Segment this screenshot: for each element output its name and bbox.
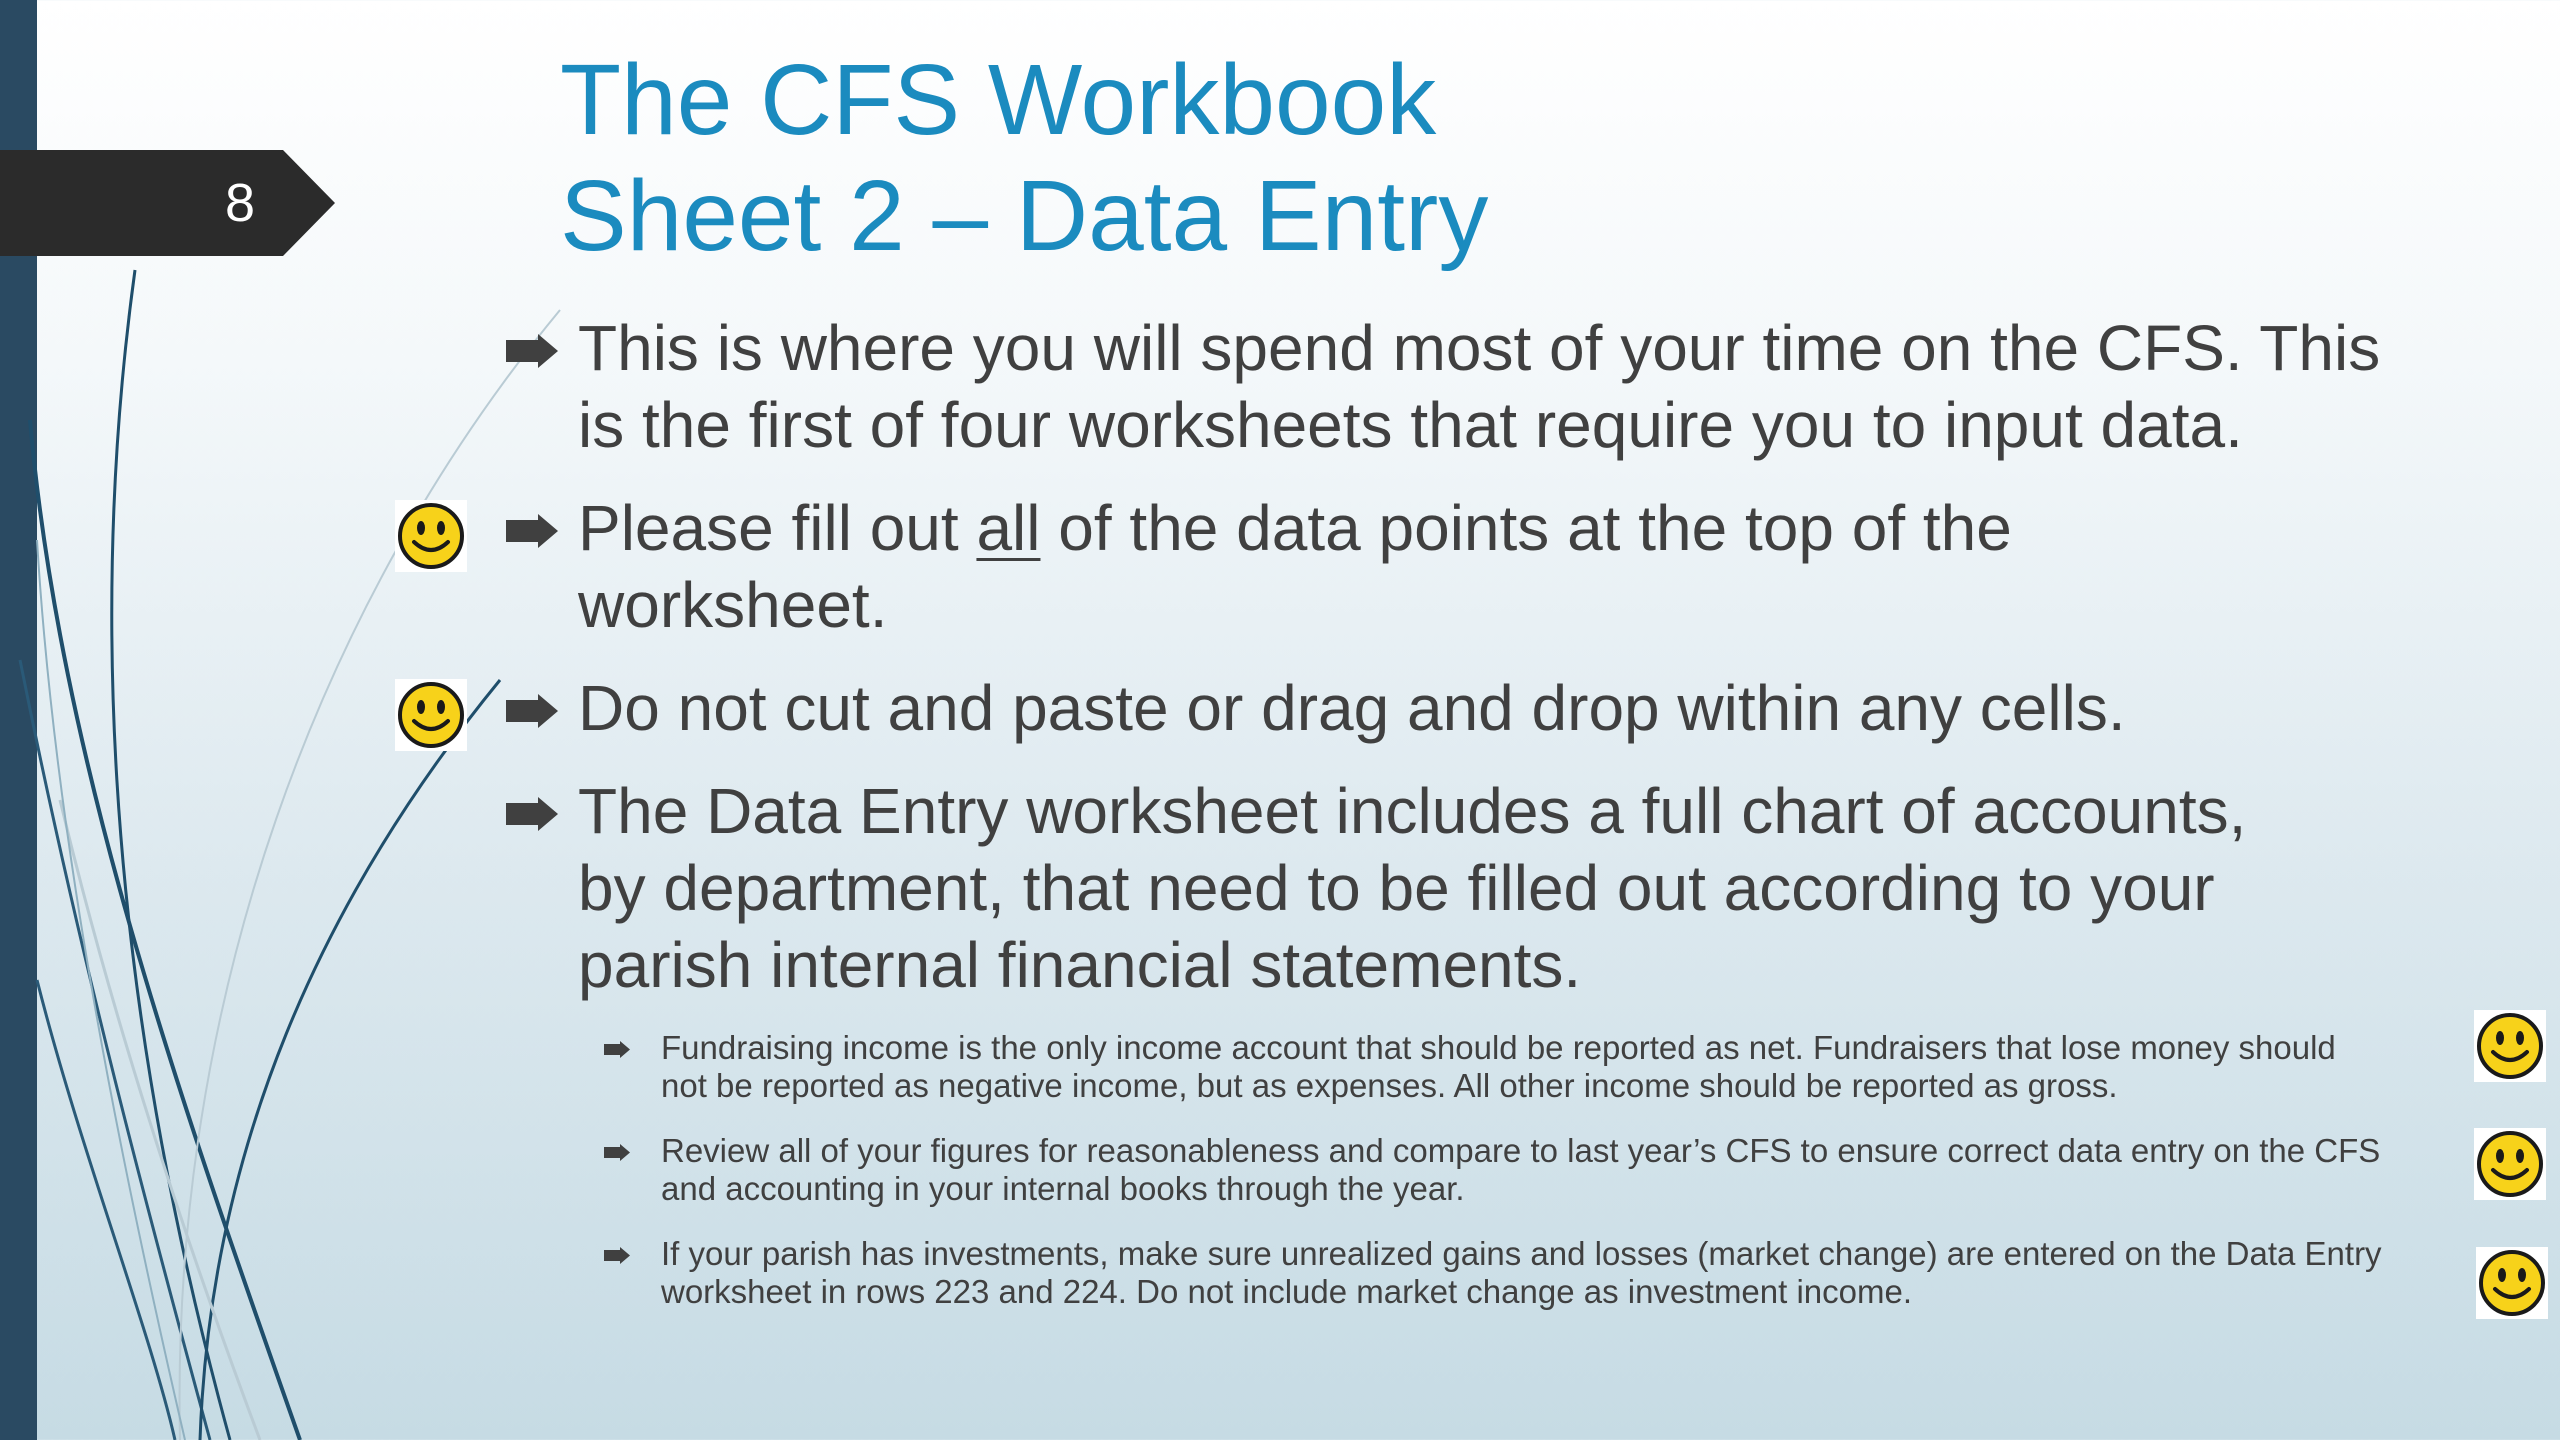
slide-number: 8	[224, 173, 256, 233]
bullet-line: is the first of four worksheets that require you to input data.	[578, 389, 2243, 461]
bullet-line: The Data Entry worksheet includes a full chart of accounts,	[578, 775, 2247, 847]
arrow-bullet-icon	[604, 1247, 630, 1264]
sub-bullet-line: If your parish has investments, make sure unrealized gains and losses (market change) are entered on the Data Entry	[661, 1235, 2382, 1272]
text-run: of the data points at the top of the	[1040, 492, 2012, 564]
bullet-line	[578, 490, 2560, 567]
underlined-word: all	[976, 492, 1041, 564]
bullet-line: by department, that need to be filled out according to your	[578, 852, 2215, 924]
bullet-line: worksheet.	[578, 569, 888, 641]
text-run: Please fill out	[578, 492, 977, 564]
smiley-face-icon	[2474, 1010, 2546, 1082]
bullet-line: parish internal financial statements.	[578, 929, 1582, 1001]
smiley-face-icon	[395, 679, 467, 751]
arrow-bullet-icon	[506, 797, 558, 831]
bullet-line: Do not cut and paste or drag and drop within any cells.	[578, 672, 2126, 744]
arrow-bullet-icon	[604, 1041, 630, 1058]
sub-bullet-line: not be reported as negative income, but as expenses. All other income should be reported as gross.	[661, 1067, 2118, 1104]
arrow-bullet-icon	[506, 514, 558, 548]
arrow-bullet-icon	[506, 694, 558, 728]
sub-bullet-text	[661, 1132, 2560, 1208]
sub-bullet-line: Fundraising income is the only income account that should be reported as net. Fundraisers that lose money should	[661, 1029, 2336, 1066]
bullet-text	[578, 670, 2560, 747]
bullet-text	[578, 490, 2560, 644]
slide-title	[560, 42, 2460, 274]
title-line-1: The CFS Workbook	[560, 44, 1437, 156]
smiley-face-icon	[2476, 1247, 2548, 1319]
sub-bullet-text	[661, 1235, 2560, 1311]
bullet-line: This is where you will spend most of your time on the CFS. This	[578, 312, 2381, 384]
sub-bullet-line: and accounting in your internal books through the year.	[661, 1170, 1465, 1207]
sub-bullet-line: worksheet in rows 223 and 224. Do not include market change as investment income.	[661, 1273, 1913, 1310]
sub-bullet-line: Review all of your figures for reasonableness and compare to last year’s CFS to ensure correct data entry on the CFS	[661, 1132, 2381, 1169]
sub-bullet-text	[661, 1029, 2560, 1105]
smiley-face-icon	[2474, 1128, 2546, 1200]
arrow-bullet-icon	[506, 334, 558, 368]
smiley-face-icon	[395, 500, 467, 572]
bullet-text	[578, 773, 2560, 1004]
bullet-text	[578, 310, 2560, 464]
arrow-bullet-icon	[604, 1144, 630, 1161]
title-line-2: Sheet 2 – Data Entry	[560, 160, 1489, 272]
